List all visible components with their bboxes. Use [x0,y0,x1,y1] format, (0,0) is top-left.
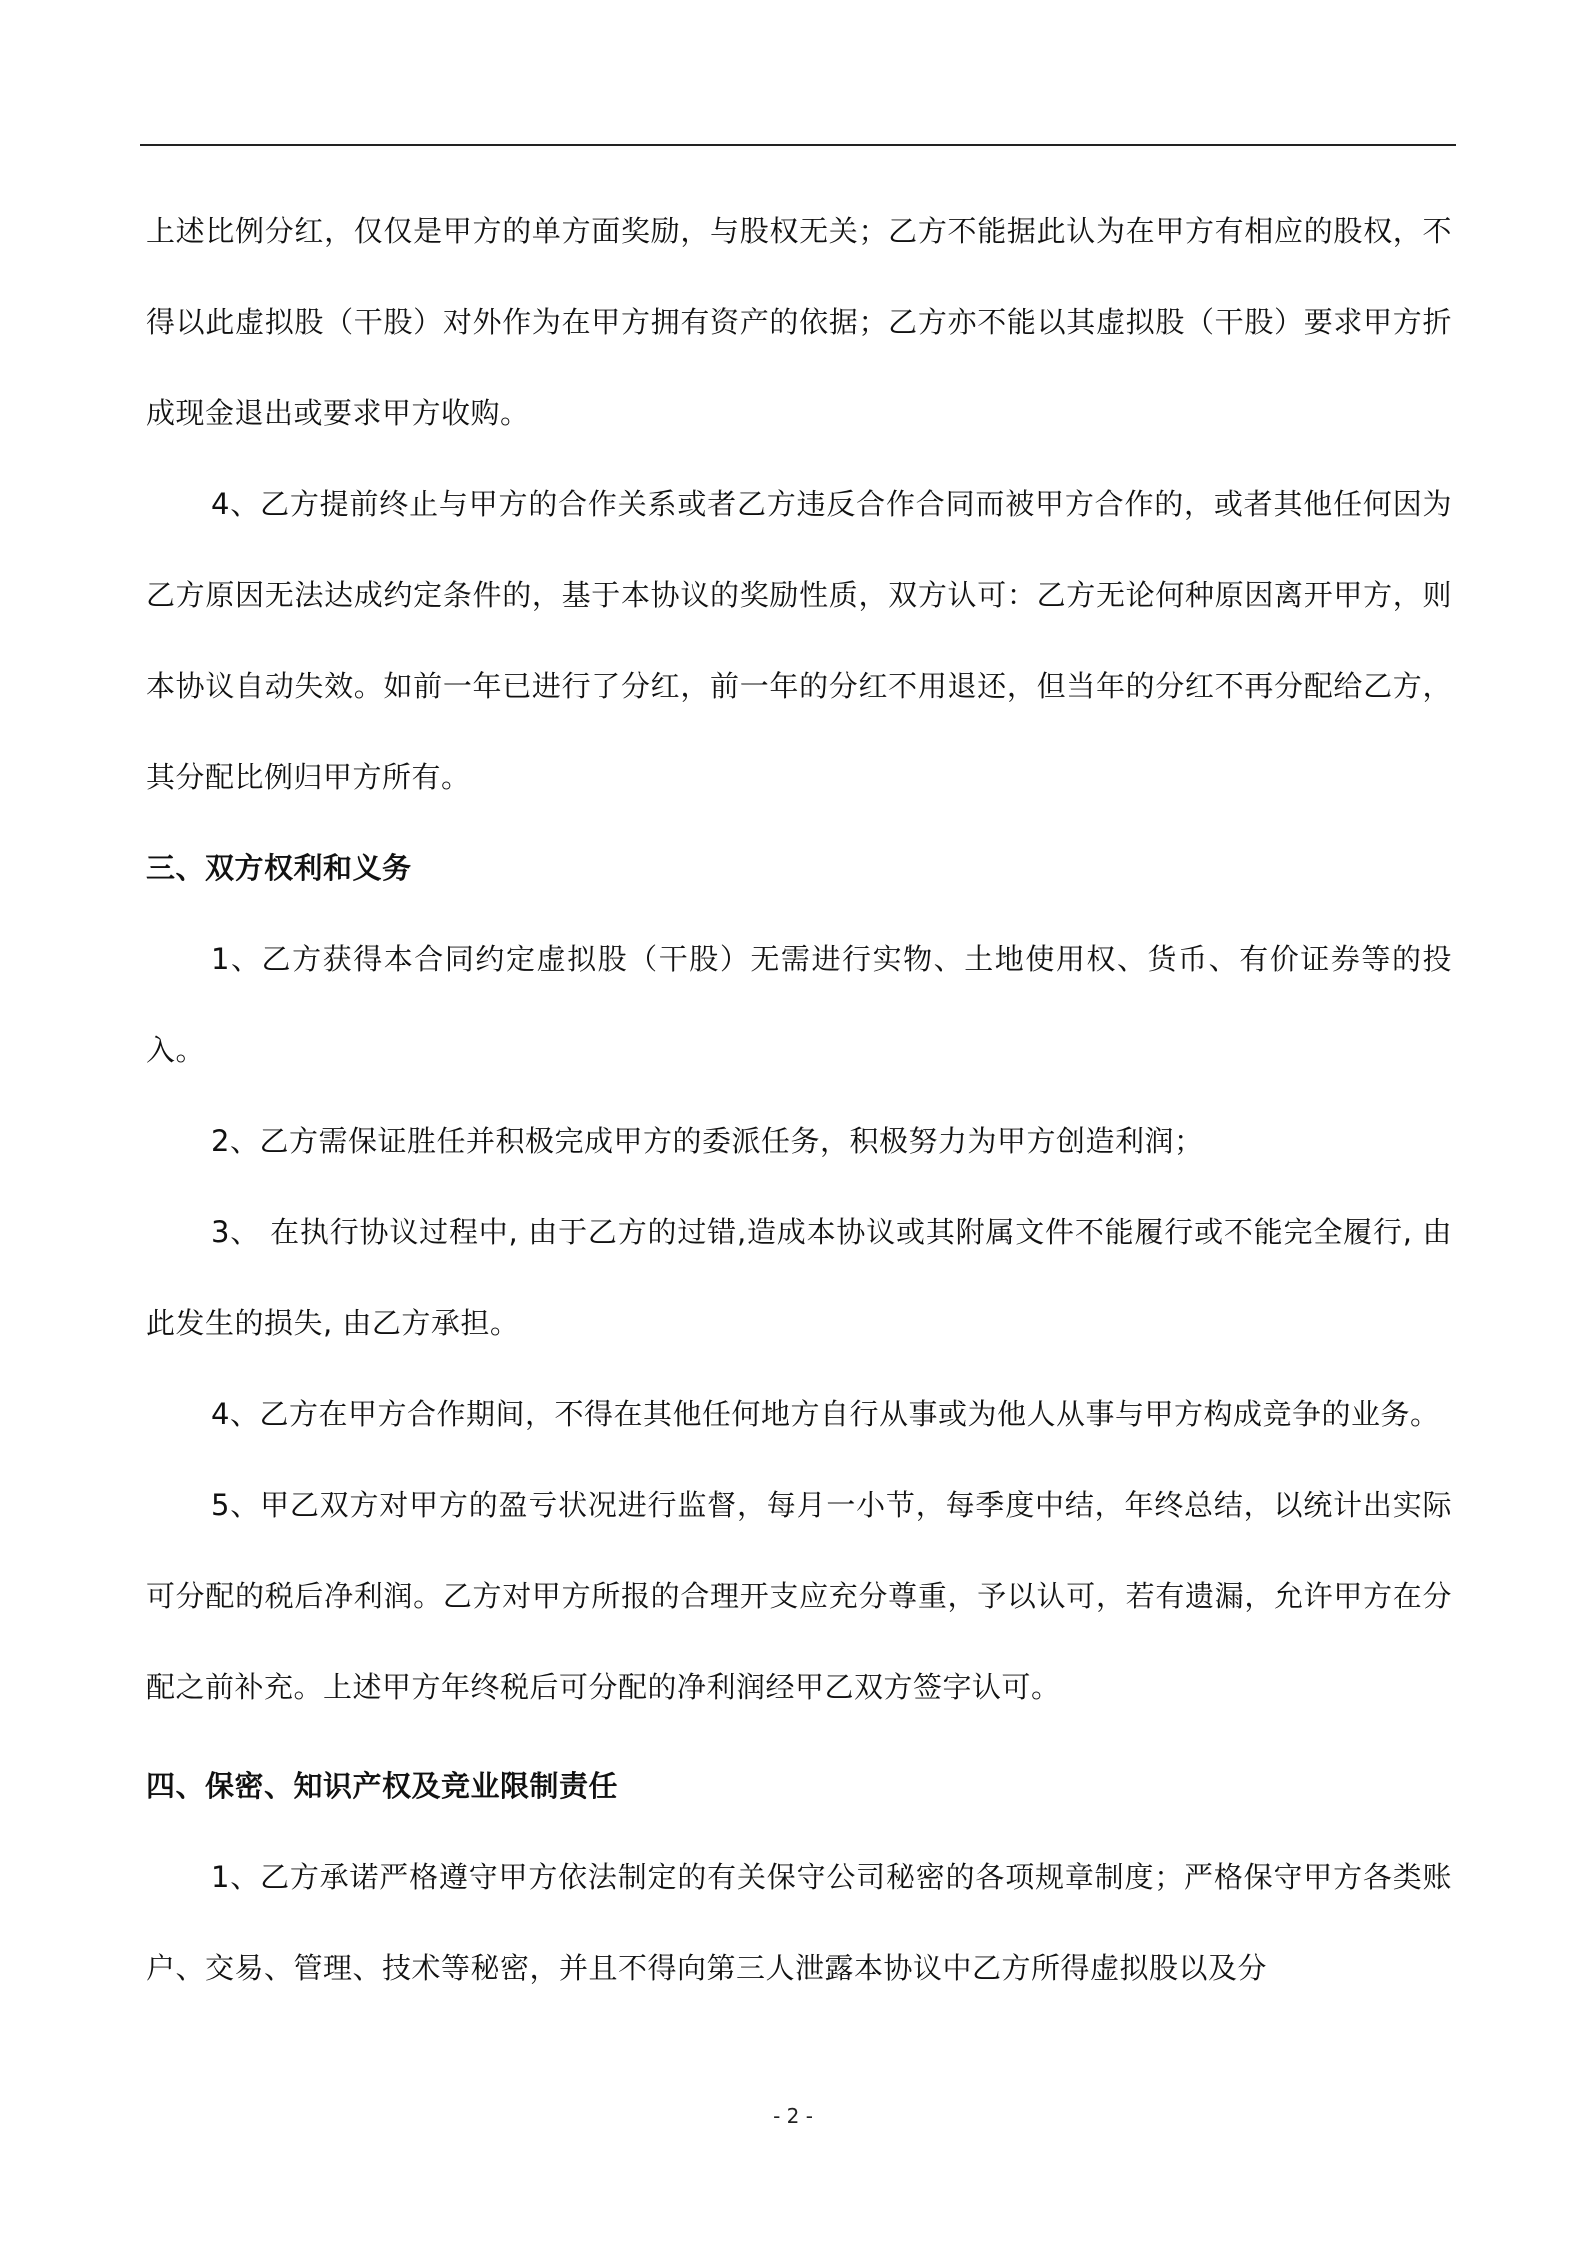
document-body [146,186,1452,2014]
paragraph-dividend-note: 上述比例分红，仅仅是甲方的单方面奖励，与股权无关；乙方不能据此认为在甲方有相应的股权，不得以此虚拟股（干股）对外作为在甲方拥有资产的依据；乙方亦不能以其虚拟股（干股）要求甲方折成现金退出或要求甲方收购。 [146,214,1452,430]
section3-item-4: 4、乙方在甲方合作期间，不得在其他任何地方自行从事或为他人从事与甲方构成竞争的业务。 [211,1397,1440,1431]
section-heading-confidentiality: 四、保密、知识产权及竞业限制责任 [146,1769,619,1803]
paragraph-termination-clause: 4、乙方提前终止与甲方的合作关系或者乙方违反合作合同而被甲方合作的，或者其他任何因为乙方原因无法达成约定条件的，基于本协议的奖励性质，双方认可：乙方无论何种原因离开甲方，则本协议自动失效。如前一年已进行了分红，前一年的分红不用退还，但当年的分红不再分配给乙方，其分配比例归甲方所有。 [146,487,1452,794]
section3-item-1: 1、乙方获得本合同约定虚拟股（干股）无需进行实物、土地使用权、货币、有价证券等的投入。 [146,942,1452,1067]
section4-item-1: 1、乙方承诺严格遵守甲方依法制定的有关保守公司秘密的各项规章制度；严格保守甲方各类账户、交易、管理、技术等秘密，并且不得向第三人泄露本协议中乙方所得虚拟股以及分 [146,1860,1452,1985]
header-divider [140,144,1456,146]
page-number: - 2 - [773,2104,813,2128]
section3-item-5: 5、甲乙双方对甲方的盈亏状况进行监督，每月一小节，每季度中结，年终总结，以统计出实际可分配的税后净利润。乙方对甲方所报的合理开支应充分尊重，予以认可，若有遗漏，允许甲方在分配之前补充。上述甲方年终税后可分配的净利润经甲乙双方签字认可。 [146,1488,1452,1704]
section-heading-rights-obligations: 三、双方权利和义务 [146,851,412,885]
section3-item-3: 3、 在执行协议过程中, 由于乙方的过错,造成本协议或其附属文件不能履行或不能完全履行, 由此发生的损失, 由乙方承担。 [146,1215,1452,1340]
section3-item-2: 2、乙方需保证胜任并积极完成甲方的委派任务，积极努力为甲方创造利润； [211,1124,1204,1158]
